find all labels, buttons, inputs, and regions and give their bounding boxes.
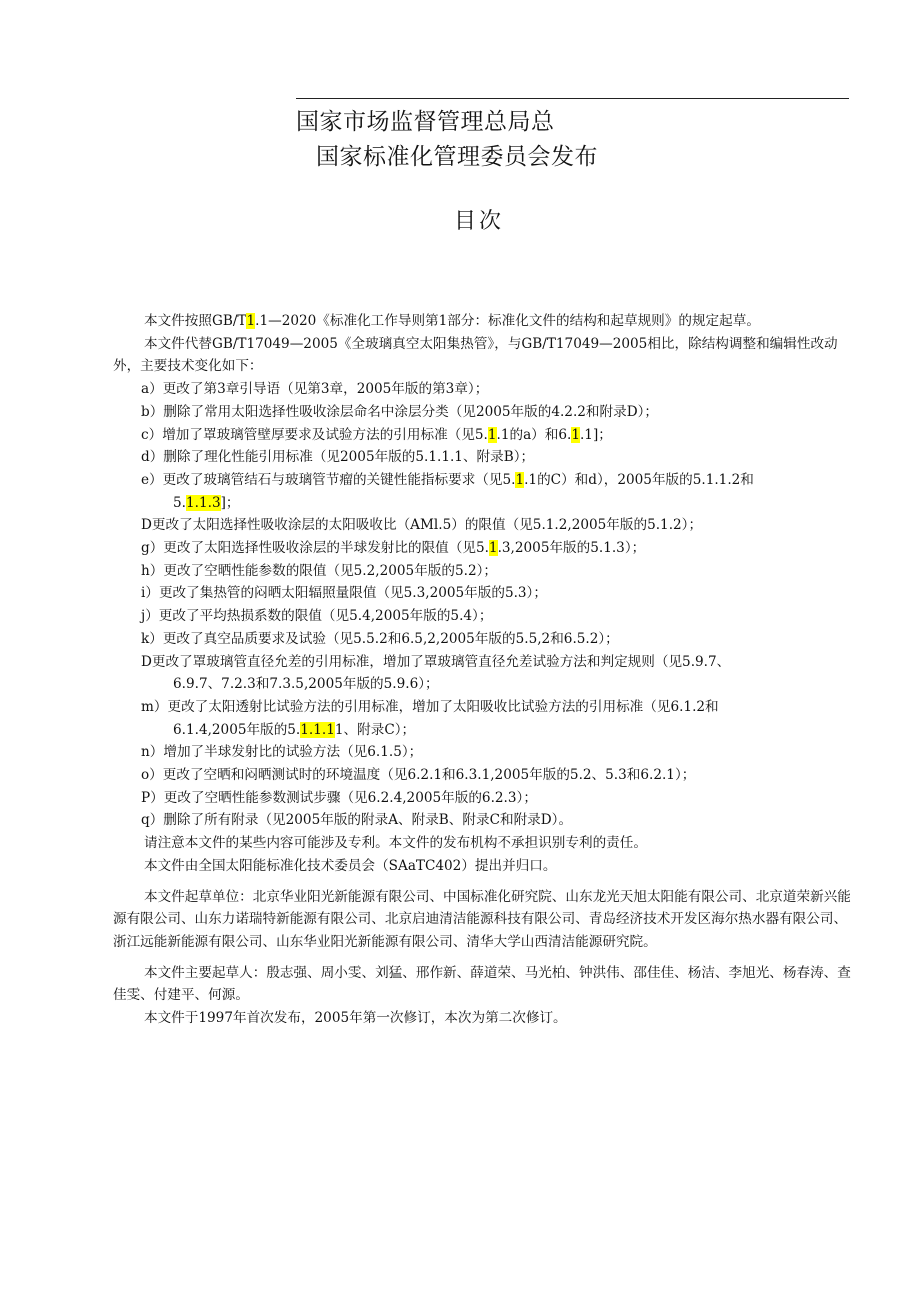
- header-rule: [296, 98, 849, 99]
- publication-history: 本文件于1997年首次发布，2005年第一次修订，本次为第二次修订。: [144, 1010, 567, 1027]
- change-item-o: o）更改了空晒和闷晒测试时的环境温度（见6.2.1和6.3.1,2005年版的5.2、5.3和6.2.1）；: [141, 767, 696, 784]
- issuer-line-2: 国家标准化管理委员会发布: [316, 144, 598, 170]
- drafting-units: 本文件起草单位：北京华业阳光新能源有限公司、中国标准化研究院、山东龙光天旭太阳能有限公司、北京道荣新兴能源有限公司、山东力诺瑞特新能源有限公司、北京启迪清洁能源科技有限公司、青岛经济技术开发区海尔热水器有限公司、浙江远能新能源有限公司、山东华业阳光新能源有限公司、清华大学山西清洁能源研究院。: [113, 888, 851, 950]
- change-item-p: P）更改了空晒性能参数测试步骤（见6.2.4,2005年版的6.2.3）；: [141, 789, 537, 806]
- change-item-l-cont: 6.9.7、7.2.3和7.3.5,2005年版的5.9.6）；: [173, 676, 439, 693]
- change-item-m: m）更改了太阳透射比试验方法的引用标准，增加了太阳吸收比试验方法的引用标准（见6.1.2和: [141, 698, 719, 715]
- change-item-f: D更改了太阳选择性吸收涂层的太阳吸收比（AMl.5）的限值（见5.1.2,2005年版的5.1.2）；: [141, 517, 703, 534]
- change-item-m-cont: 6.1.4,2005年版的5.1.1.11、附录C）；: [173, 721, 416, 738]
- change-item-g: g）更改了太阳选择性吸收涂层的半球发射比的限值（见5.1.3,2005年版的5.1.3）；: [141, 540, 646, 557]
- toc-title: 目次: [454, 209, 505, 234]
- highlight: 1: [487, 426, 497, 443]
- replacement-statement: 本文件代替GB/T17049—2005《全玻璃真空太阳集热管》，与GB/T17049—2005相比，除结构调整和编辑性改动外，主要技术变化如下：: [113, 335, 838, 375]
- highlight: 3: [211, 494, 221, 511]
- change-item-i: i）更改了集热管的闷晒太阳辐照量限值（见5.3,2005年版的5.3）；: [141, 585, 547, 602]
- highlight: 1: [198, 494, 208, 511]
- highlight: 1: [326, 721, 335, 738]
- issuer-line-1: 国家市场监督管理总局总: [296, 109, 555, 135]
- drafting-basis: 本文件按照GB/T1.1—2020《标准化工作导则第1部分：标准化文件的结构和起草规则》的规定起草。: [144, 313, 760, 329]
- change-item-b: b）删除了常用太阳选择性吸收涂层命名中涂层分类（见2005年版的4.2.2和附录D）；: [141, 403, 658, 420]
- main-drafters: 本文件主要起草人：殷志强、周小雯、刘猛、邢作新、薛道荣、马光柏、钟洪伟、邵佳佳、杨洁、李旭光、杨春涛、查佳雯、付建平、何源。: [113, 964, 851, 1004]
- change-item-d: d）删除了理化性能引用标准（见2005年版的5.1.1.1、附录B）；: [141, 449, 535, 466]
- highlight: 1: [300, 721, 309, 738]
- highlight: 1: [571, 426, 580, 443]
- change-item-l: D更改了罩玻璃管直径允差的引用标准，增加了罩玻璃管直径允差试验方法和判定规则（见5.9.7、: [141, 653, 731, 670]
- proposer-statement: 本文件由全国太阳能标准化技术委员会（SAaTC402）提出并归口。: [144, 857, 557, 874]
- change-item-c: c）增加了罩玻璃管壁厚要求及试验方法的引用标准（见5.1.1的a）和6.1.1]；: [141, 426, 612, 443]
- change-item-e-cont: 5.1.1.3]；: [173, 494, 240, 511]
- highlight: 1: [515, 471, 525, 488]
- change-item-e: e）更改了玻璃管结石与玻璃管节瘤的关键性能指标要求（见5.1.1的C）和d），2005年版的5.1.1.2和: [141, 471, 754, 488]
- patent-notice: 请注意本文件的某些内容可能涉及专利。本文件的发布机构不承担识别专利的责任。: [144, 835, 647, 852]
- highlight: 1: [488, 540, 498, 557]
- change-item-q: q）删除了所有附录（见2005年版的附录A、附录B、附录C和附录D）。: [141, 812, 573, 829]
- highlight: 1: [246, 313, 256, 329]
- change-item-a: a）更改了第3章引导语（见第3章，2005年版的第3章）；: [141, 381, 489, 398]
- highlight: 1: [313, 721, 322, 738]
- change-item-n: n）增加了半球发射比的试验方法（见6.1.5）；: [141, 744, 423, 761]
- change-item-h: h）更改了空晒性能参数的限值（见5.2,2005年版的5.2）；: [141, 562, 497, 579]
- change-item-j: j）更改了平均热损系数的限值（见5.4,2005年版的5.4）；: [141, 608, 493, 625]
- highlight: 1: [185, 494, 195, 511]
- change-item-k: k）更改了真空品质要求及试验（见5.5.2和6.5,2,2005年版的5.5,2和6.5.2）；: [141, 630, 619, 647]
- foreword-body: [113, 310, 853, 1030]
